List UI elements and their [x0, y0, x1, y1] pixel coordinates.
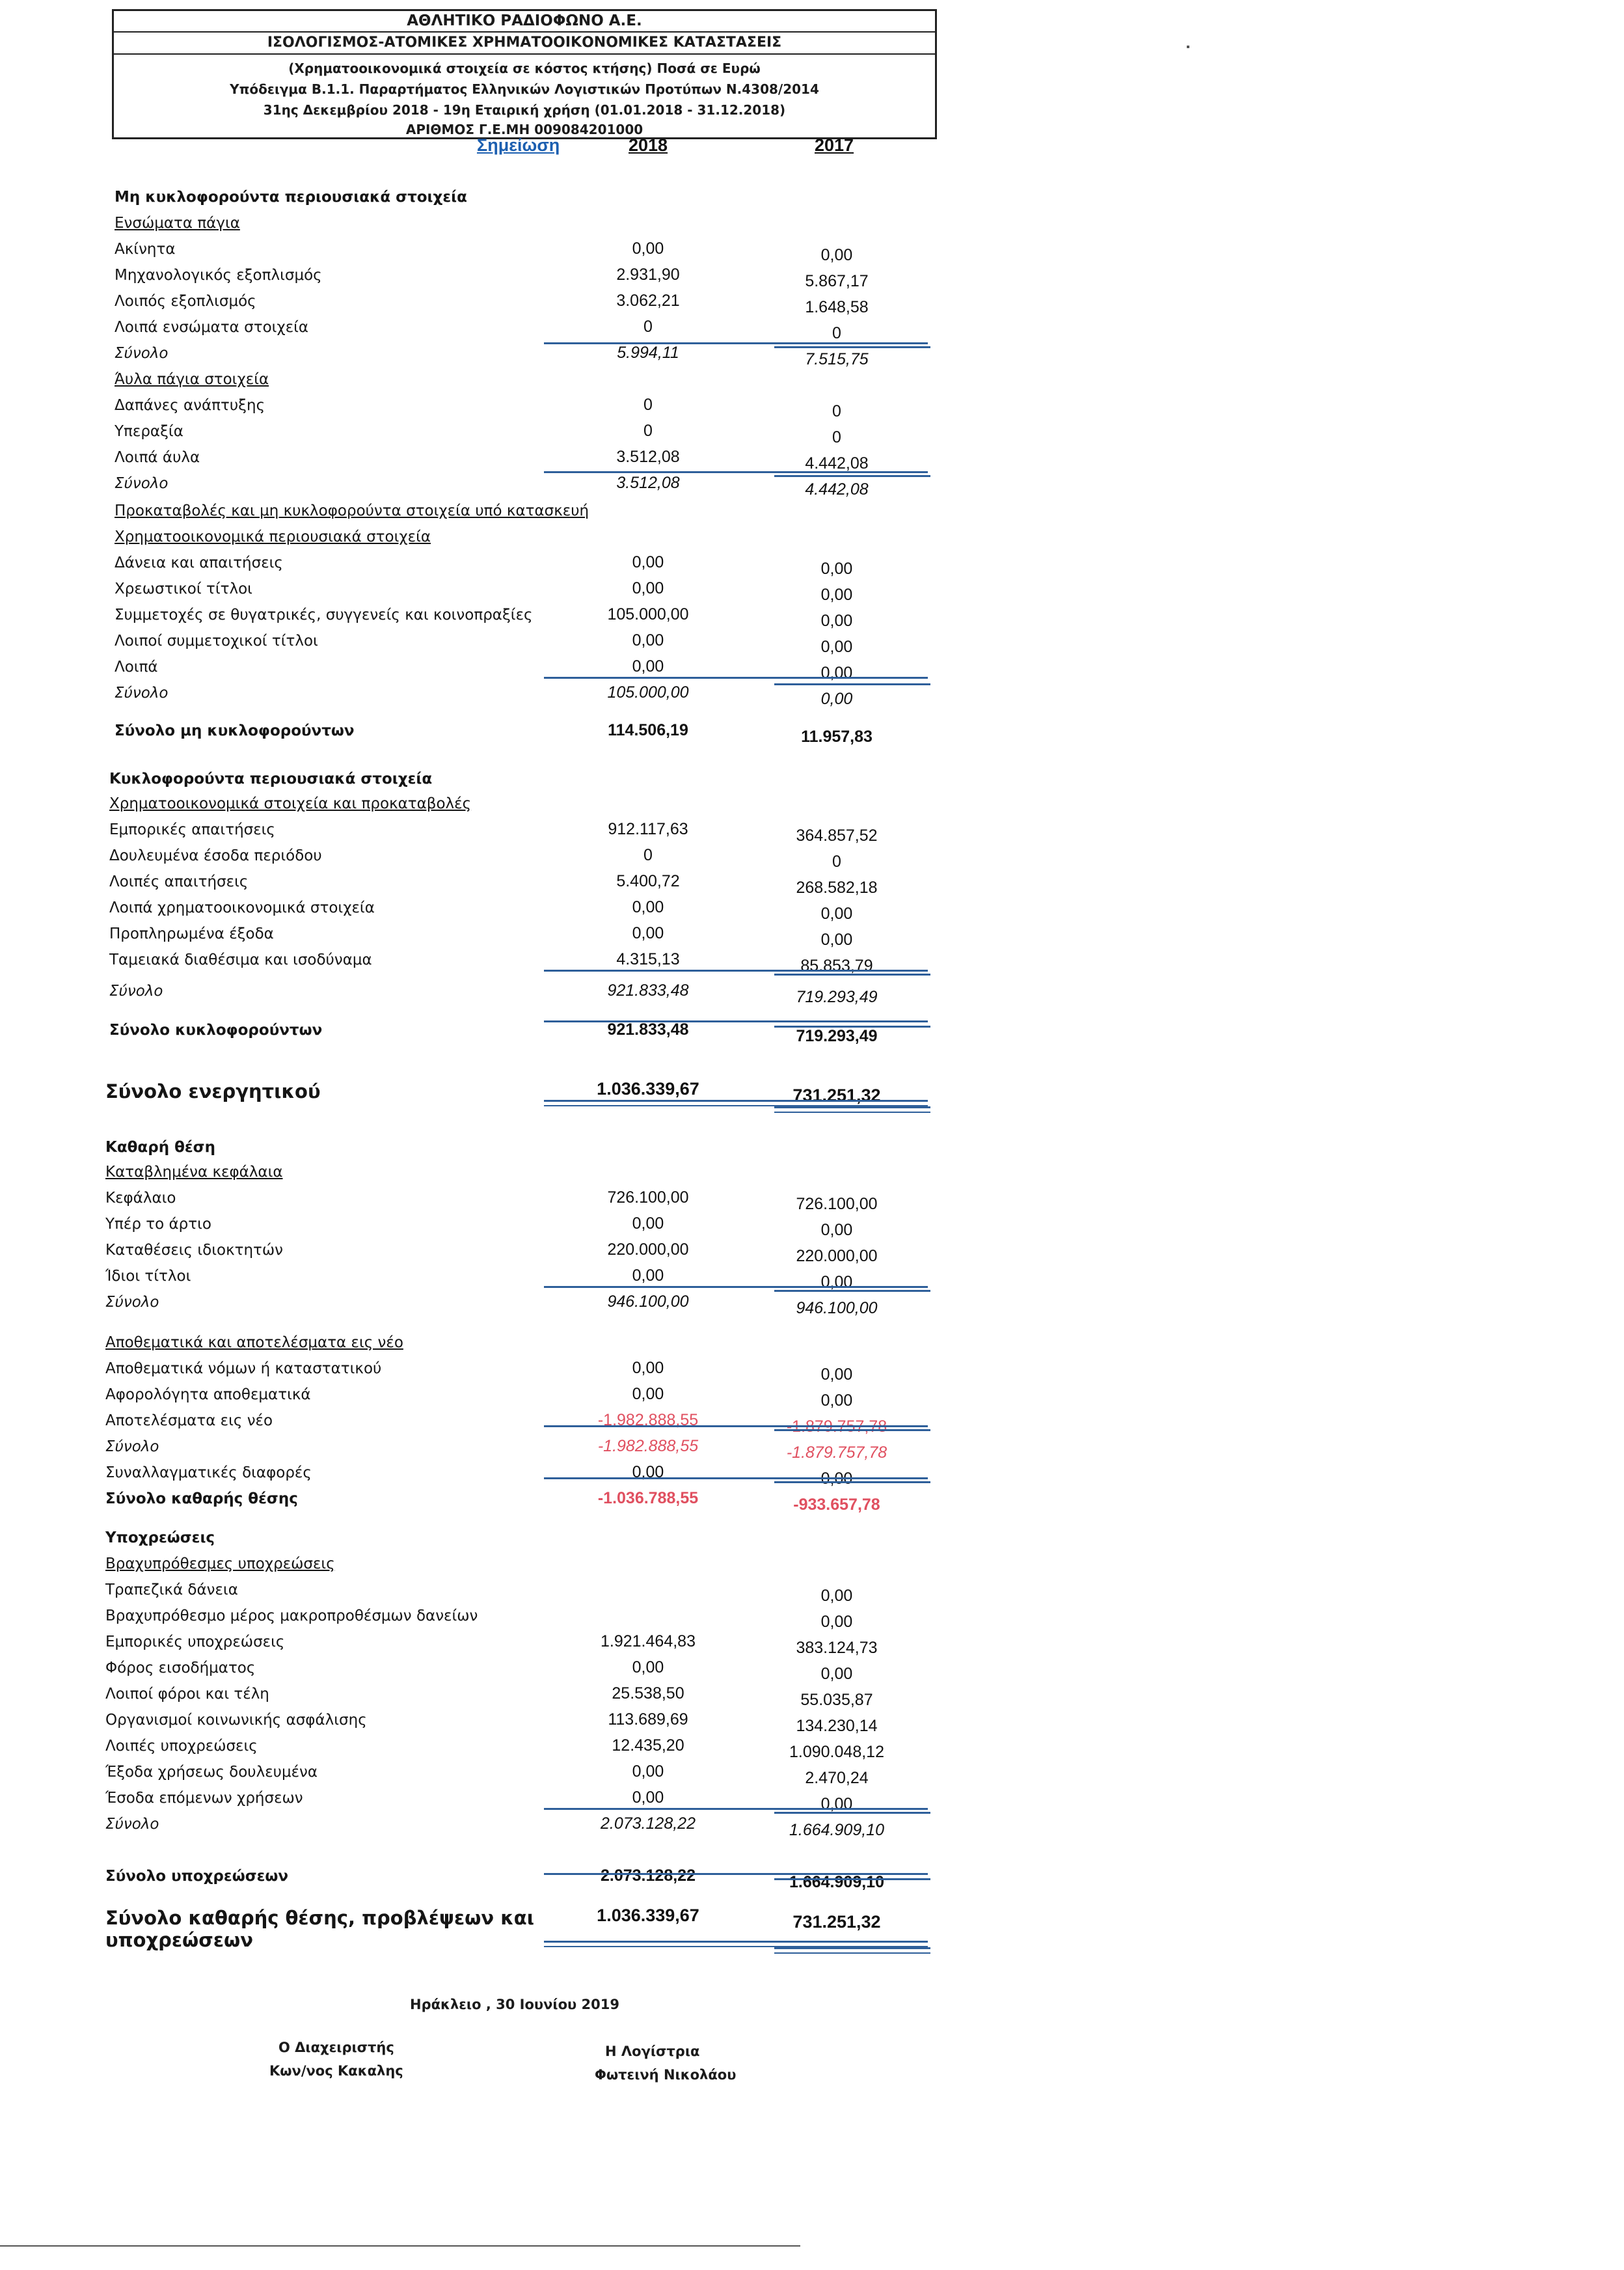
row-label: Έσοδα επόμενων χρήσεων [105, 1790, 303, 1807]
value-2018: 0,00 [632, 1463, 664, 1481]
value-2017: 0,00 [820, 905, 853, 923]
row-label: Χρεωστικοί τίτλοι [115, 581, 252, 597]
value-2017: 0,00 [820, 1613, 853, 1631]
row-label: Προκαταβολές και μη κυκλοφορούντα στοιχεία υπό κατασκευή [115, 502, 589, 519]
value-2018: 0,00 [632, 631, 664, 650]
row-label: Βραχυπρόθεσμες υποχρεώσεις [105, 1555, 335, 1572]
value-2018: 1.921.464,83 [601, 1632, 696, 1650]
value-2018: 3.062,21 [616, 292, 680, 310]
total-rule [774, 475, 930, 477]
statement-subtitle: (Χρηματοοικονομικά στοιχεία σε κόστος κτήσης) Ποσά σε Ευρώ [288, 61, 761, 76]
value-2017: 0,00 [820, 560, 853, 578]
value-2017: 0 [832, 853, 841, 871]
row-label: Χρηματοοικονομικά στοιχεία και προκαταβολές [109, 795, 472, 812]
row-label: Κεφάλαιο [105, 1190, 176, 1207]
value-2018: 0,00 [632, 1214, 664, 1233]
value-2017: 364.857,52 [796, 827, 878, 845]
double-total-rule [774, 1106, 930, 1113]
value-2018: 0,00 [632, 1762, 664, 1781]
value-2017: 731.251,32 [792, 1086, 881, 1105]
scan-artifact-line [0, 2245, 800, 2247]
row-label: Σύνολο καθαρής θέσης [105, 1490, 298, 1507]
row-label: Λοιπές απαιτήσεις [109, 873, 249, 890]
value-2018: -1.982.888,55 [597, 1437, 699, 1455]
value-2018: 0,00 [632, 898, 664, 916]
row-label: Έξοδα χρήσεως δουλευμένα [105, 1764, 318, 1781]
row-label: Καθαρή θέση [105, 1139, 215, 1156]
value-2018: -1.982.888,55 [597, 1411, 699, 1429]
value-2017: 0,00 [820, 586, 853, 604]
scan-artifact-dot [1187, 46, 1189, 48]
row-label: Οργανισμοί κοινωνικής ασφάλισης [105, 1712, 367, 1729]
value-2018: 0,00 [632, 579, 664, 597]
value-2018: 5.400,72 [616, 872, 680, 890]
total-rule [774, 1026, 930, 1028]
value-2018: 2.073.128,22 [601, 1867, 696, 1885]
value-2017: 1.664.909,10 [789, 1873, 884, 1891]
value-2018: 0,00 [632, 1788, 664, 1807]
value-2018: 0,00 [632, 1385, 664, 1403]
value-2017: -1.879.757,78 [786, 1417, 887, 1436]
value-2018: 3.512,08 [616, 474, 680, 492]
value-2018: 105.000,00 [607, 683, 689, 702]
total-rule [544, 1477, 928, 1479]
row-label: υποχρεώσεων [105, 1929, 253, 1951]
value-2017: 0 [832, 324, 841, 342]
note-column-header: Σημείωση [477, 135, 560, 155]
row-label: Κυκλοφορούντα περιουσιακά στοιχεία [109, 771, 433, 787]
value-2017: 0,00 [820, 612, 853, 630]
row-label: Δαπάνες ανάπτυξης [115, 397, 265, 414]
row-label: Ακίνητα [115, 241, 176, 258]
value-2017: 0,00 [820, 1273, 853, 1291]
standard-reference: Υπόδειγμα Β.1.1. Παραρτήματος Ελληνικών Λογιστικών Προτύπων Ν.4308/2014 [230, 81, 819, 97]
total-rule [544, 1808, 928, 1810]
value-2018: 4.315,13 [616, 950, 680, 968]
total-rule [774, 1878, 930, 1880]
row-label: Σύνολο [105, 1294, 159, 1311]
row-label: Λοιπά ενσώματα στοιχεία [115, 319, 309, 336]
row-label: Ταμειακά διαθέσιμα και ισοδύναμα [109, 951, 372, 968]
value-2018: -1.036.788,55 [597, 1489, 699, 1507]
value-2017: 383.124,73 [796, 1639, 878, 1657]
value-2018: 0,00 [632, 924, 664, 942]
row-label: Αποθεματικά και αποτελέσματα εις νέο [105, 1334, 403, 1351]
value-2017: 0,00 [820, 1221, 853, 1239]
row-label: Λοιποί συμμετοχικοί τίτλοι [115, 633, 318, 650]
row-label: Σύνολο [105, 1438, 159, 1455]
row-label: Αποτελέσματα εις νέο [105, 1412, 273, 1429]
total-rule [774, 1290, 930, 1292]
value-2017: 0,00 [820, 690, 853, 708]
row-label: Μηχανολογικός εξοπλισμός [115, 267, 322, 284]
administrator-title: Ο Διαχειριστής [278, 2040, 394, 2055]
value-2018: 921.833,48 [607, 981, 689, 1000]
total-rule [544, 970, 928, 972]
double-total-rule [544, 1100, 928, 1106]
value-2017: 0 [832, 428, 841, 446]
double-total-rule [544, 1941, 928, 1947]
total-rule [774, 1812, 930, 1814]
row-label: Σύνολο κυκλοφορούντων [109, 1022, 323, 1039]
year-2018-header: 2018 [629, 135, 668, 155]
total-rule [774, 346, 930, 348]
total-rule [544, 1425, 928, 1427]
value-2017: 0,00 [820, 638, 853, 656]
value-2017: 0,00 [820, 664, 853, 682]
value-2017: 11.957,83 [801, 728, 873, 746]
total-rule [544, 342, 928, 344]
value-2017: 1.648,58 [805, 298, 869, 316]
value-2017: 0,00 [820, 1365, 853, 1384]
row-label: Λοιπά άυλα [115, 449, 200, 466]
value-2018: 25.538,50 [612, 1684, 684, 1702]
value-2017: 55.035,87 [800, 1691, 873, 1709]
row-label: Ενσώματα πάγια [115, 215, 240, 232]
row-label: Ίδιοι τίτλοι [105, 1268, 191, 1285]
value-2018: 0,00 [632, 1658, 664, 1676]
row-label: Δουλευμένα έσοδα περιόδου [109, 847, 322, 864]
row-label: Λοιπά χρηματοοικονομικά στοιχεία [109, 899, 375, 916]
value-2017: 5.867,17 [805, 272, 869, 290]
value-2018: 3.512,08 [616, 448, 680, 466]
value-2017: 4.442,08 [805, 454, 869, 472]
value-2017: 134.230,14 [796, 1717, 878, 1735]
total-rule [774, 683, 930, 685]
value-2017: 0,00 [820, 1587, 853, 1605]
row-label: Συναλλαγματικές διαφορές [105, 1464, 312, 1481]
total-rule [544, 471, 928, 473]
value-2018: 0,00 [632, 553, 664, 571]
row-label: Εμπορικές απαιτήσεις [109, 821, 275, 838]
row-label: Υπέρ το άρτιο [105, 1216, 211, 1233]
value-2017: -933.657,78 [793, 1496, 880, 1514]
value-2017: 268.582,18 [796, 879, 878, 897]
value-2018: 0 [643, 396, 653, 414]
value-2017: 0 [832, 402, 841, 420]
value-2018: 114.506,19 [608, 721, 688, 739]
row-label: Λοιπά [115, 659, 158, 676]
value-2018: 0,00 [632, 1359, 664, 1377]
value-2017: 719.293,49 [796, 988, 878, 1006]
place-date: Ηράκλειο , 30 Ιουνίου 2019 [410, 1997, 619, 2012]
value-2018: 0 [643, 846, 653, 864]
accountant-name: Φωτεινή Νικολάου [595, 2067, 737, 2083]
value-2017: 0,00 [820, 1795, 853, 1813]
value-2018: 1.036.339,67 [597, 1079, 699, 1099]
row-label: Καταθέσεις ιδιοκτητών [105, 1242, 284, 1259]
value-2018: 921.833,48 [607, 1020, 689, 1039]
value-2017: 7.515,75 [805, 350, 869, 368]
row-label: Σύνολο καθαρής θέσης, προβλέψεων και [105, 1907, 535, 1929]
value-2018: 113.689,69 [608, 1710, 688, 1729]
row-label: Σύνολο υποχρεώσεων [105, 1868, 289, 1885]
row-label: Υπεραξία [115, 423, 183, 440]
total-rule [774, 1481, 930, 1483]
value-2017: 0,00 [820, 931, 853, 949]
row-label: Άυλα πάγια στοιχεία [115, 371, 269, 388]
value-2017: 1.090.048,12 [789, 1743, 884, 1761]
value-2018: 0 [643, 318, 653, 336]
year-2017-header: 2017 [815, 135, 854, 155]
row-label: Φόρος εισοδήματος [105, 1660, 256, 1676]
row-label: Σύνολο [115, 475, 169, 492]
row-label: Σύνολο [115, 345, 169, 362]
row-label: Σύνολο μη κυκλοφορούντων [115, 722, 355, 739]
value-2018: 2.073.128,22 [601, 1814, 696, 1833]
double-total-rule [774, 1947, 930, 1954]
value-2017: 0,00 [820, 246, 853, 264]
value-2017: 220.000,00 [796, 1247, 878, 1265]
gemi-number: ΑΡΙΘΜΟΣ Γ.Ε.ΜΗ 009084201000 [405, 122, 643, 137]
value-2018: 1.036.339,67 [597, 1906, 699, 1925]
accountant-title: Η Λογίστρια [605, 2044, 700, 2059]
value-2017: 946.100,00 [796, 1299, 878, 1317]
value-2018: 0,00 [632, 657, 664, 676]
row-label: Δάνεια και απαιτήσεις [115, 554, 283, 571]
value-2018: 5.994,11 [617, 344, 679, 362]
value-2017: 726.100,00 [796, 1195, 878, 1213]
row-label: Καταβλημένα κεφάλαια [105, 1164, 283, 1181]
row-label: Σύνολο [105, 1816, 159, 1833]
value-2017: 2.470,24 [805, 1769, 869, 1787]
value-2018: 105.000,00 [607, 605, 689, 623]
row-label: Σύνολο [115, 685, 169, 702]
value-2018: 912.117,63 [608, 820, 688, 838]
value-2018: 0 [643, 422, 653, 440]
statement-title: ΙΣΟΛΟΓΙΣΜΟΣ-ΑΤΟΜΙΚΕΣ ΧΡΗΜΑΤΟΟΙΚΟΝΟΜΙΚΕΣ ΚΑΤΑΣΤΑΣΕΙΣ [267, 34, 782, 51]
value-2017: -1.879.757,78 [786, 1443, 887, 1462]
value-2018: 220.000,00 [607, 1240, 689, 1259]
total-rule [774, 1429, 930, 1431]
row-label: Τραπεζικά δάνεια [105, 1581, 238, 1598]
company-name: ΑΘΛΗΤΙΚΟ ΡΑΔΙΟΦΩΝΟ Α.Ε. [407, 12, 642, 29]
value-2018: 726.100,00 [607, 1188, 689, 1207]
row-label: Υποχρεώσεις [105, 1529, 215, 1546]
value-2017: 731.251,32 [792, 1912, 881, 1932]
row-label: Σύνολο [109, 983, 163, 1000]
row-label: Μη κυκλοφορούντα περιουσιακά στοιχεία [115, 189, 467, 206]
row-label: Βραχυπρόθεσμο μέρος μακροπροθέσμων δανείων [105, 1607, 478, 1624]
value-2018: 0,00 [632, 1266, 664, 1285]
total-rule [544, 1020, 928, 1022]
value-2017: 0,00 [820, 1391, 853, 1410]
value-2017: 4.442,08 [805, 480, 869, 499]
total-rule [544, 677, 928, 679]
total-rule [544, 1286, 928, 1288]
value-2018: 0,00 [632, 239, 664, 258]
total-rule [544, 1873, 928, 1875]
row-label: Χρηματοοικονομικά περιουσιακά στοιχεία [115, 528, 431, 545]
row-label: Λοιποί φόροι και τέλη [105, 1686, 269, 1702]
value-2018: 946.100,00 [607, 1292, 689, 1311]
row-label: Αφορολόγητα αποθεματικά [105, 1386, 311, 1403]
value-2017: 719.293,49 [796, 1027, 878, 1045]
row-label: Σύνολο ενεργητικού [105, 1080, 321, 1102]
value-2018: 12.435,20 [612, 1736, 684, 1755]
row-label: Λοιπές υποχρεώσεις [105, 1738, 258, 1755]
row-label: Συμμετοχές σε θυγατρικές, συγγενείς και κοινοπραξίες [115, 607, 533, 623]
value-2017: 0,00 [820, 1665, 853, 1683]
value-2017: 85.853,79 [800, 957, 873, 975]
row-label: Λοιπός εξοπλισμός [115, 293, 256, 310]
value-2018: 2.931,90 [616, 266, 680, 284]
value-2017: 0,00 [820, 1470, 853, 1488]
total-rule [774, 974, 930, 976]
value-2017: 1.664.909,10 [789, 1821, 884, 1839]
row-label: Προπληρωμένα έξοδα [109, 925, 274, 942]
fiscal-period: 31ης Δεκεμβρίου 2018 - 19η Εταιρική χρήση (01.01.2018 - 31.12.2018) [263, 102, 786, 118]
administrator-name: Κων/νος Κακαλης [269, 2063, 403, 2079]
row-label: Εμπορικές υποχρεώσεις [105, 1634, 285, 1650]
header-box [112, 9, 937, 139]
row-label: Αποθεματικά νόμων ή καταστατικού [105, 1360, 382, 1377]
